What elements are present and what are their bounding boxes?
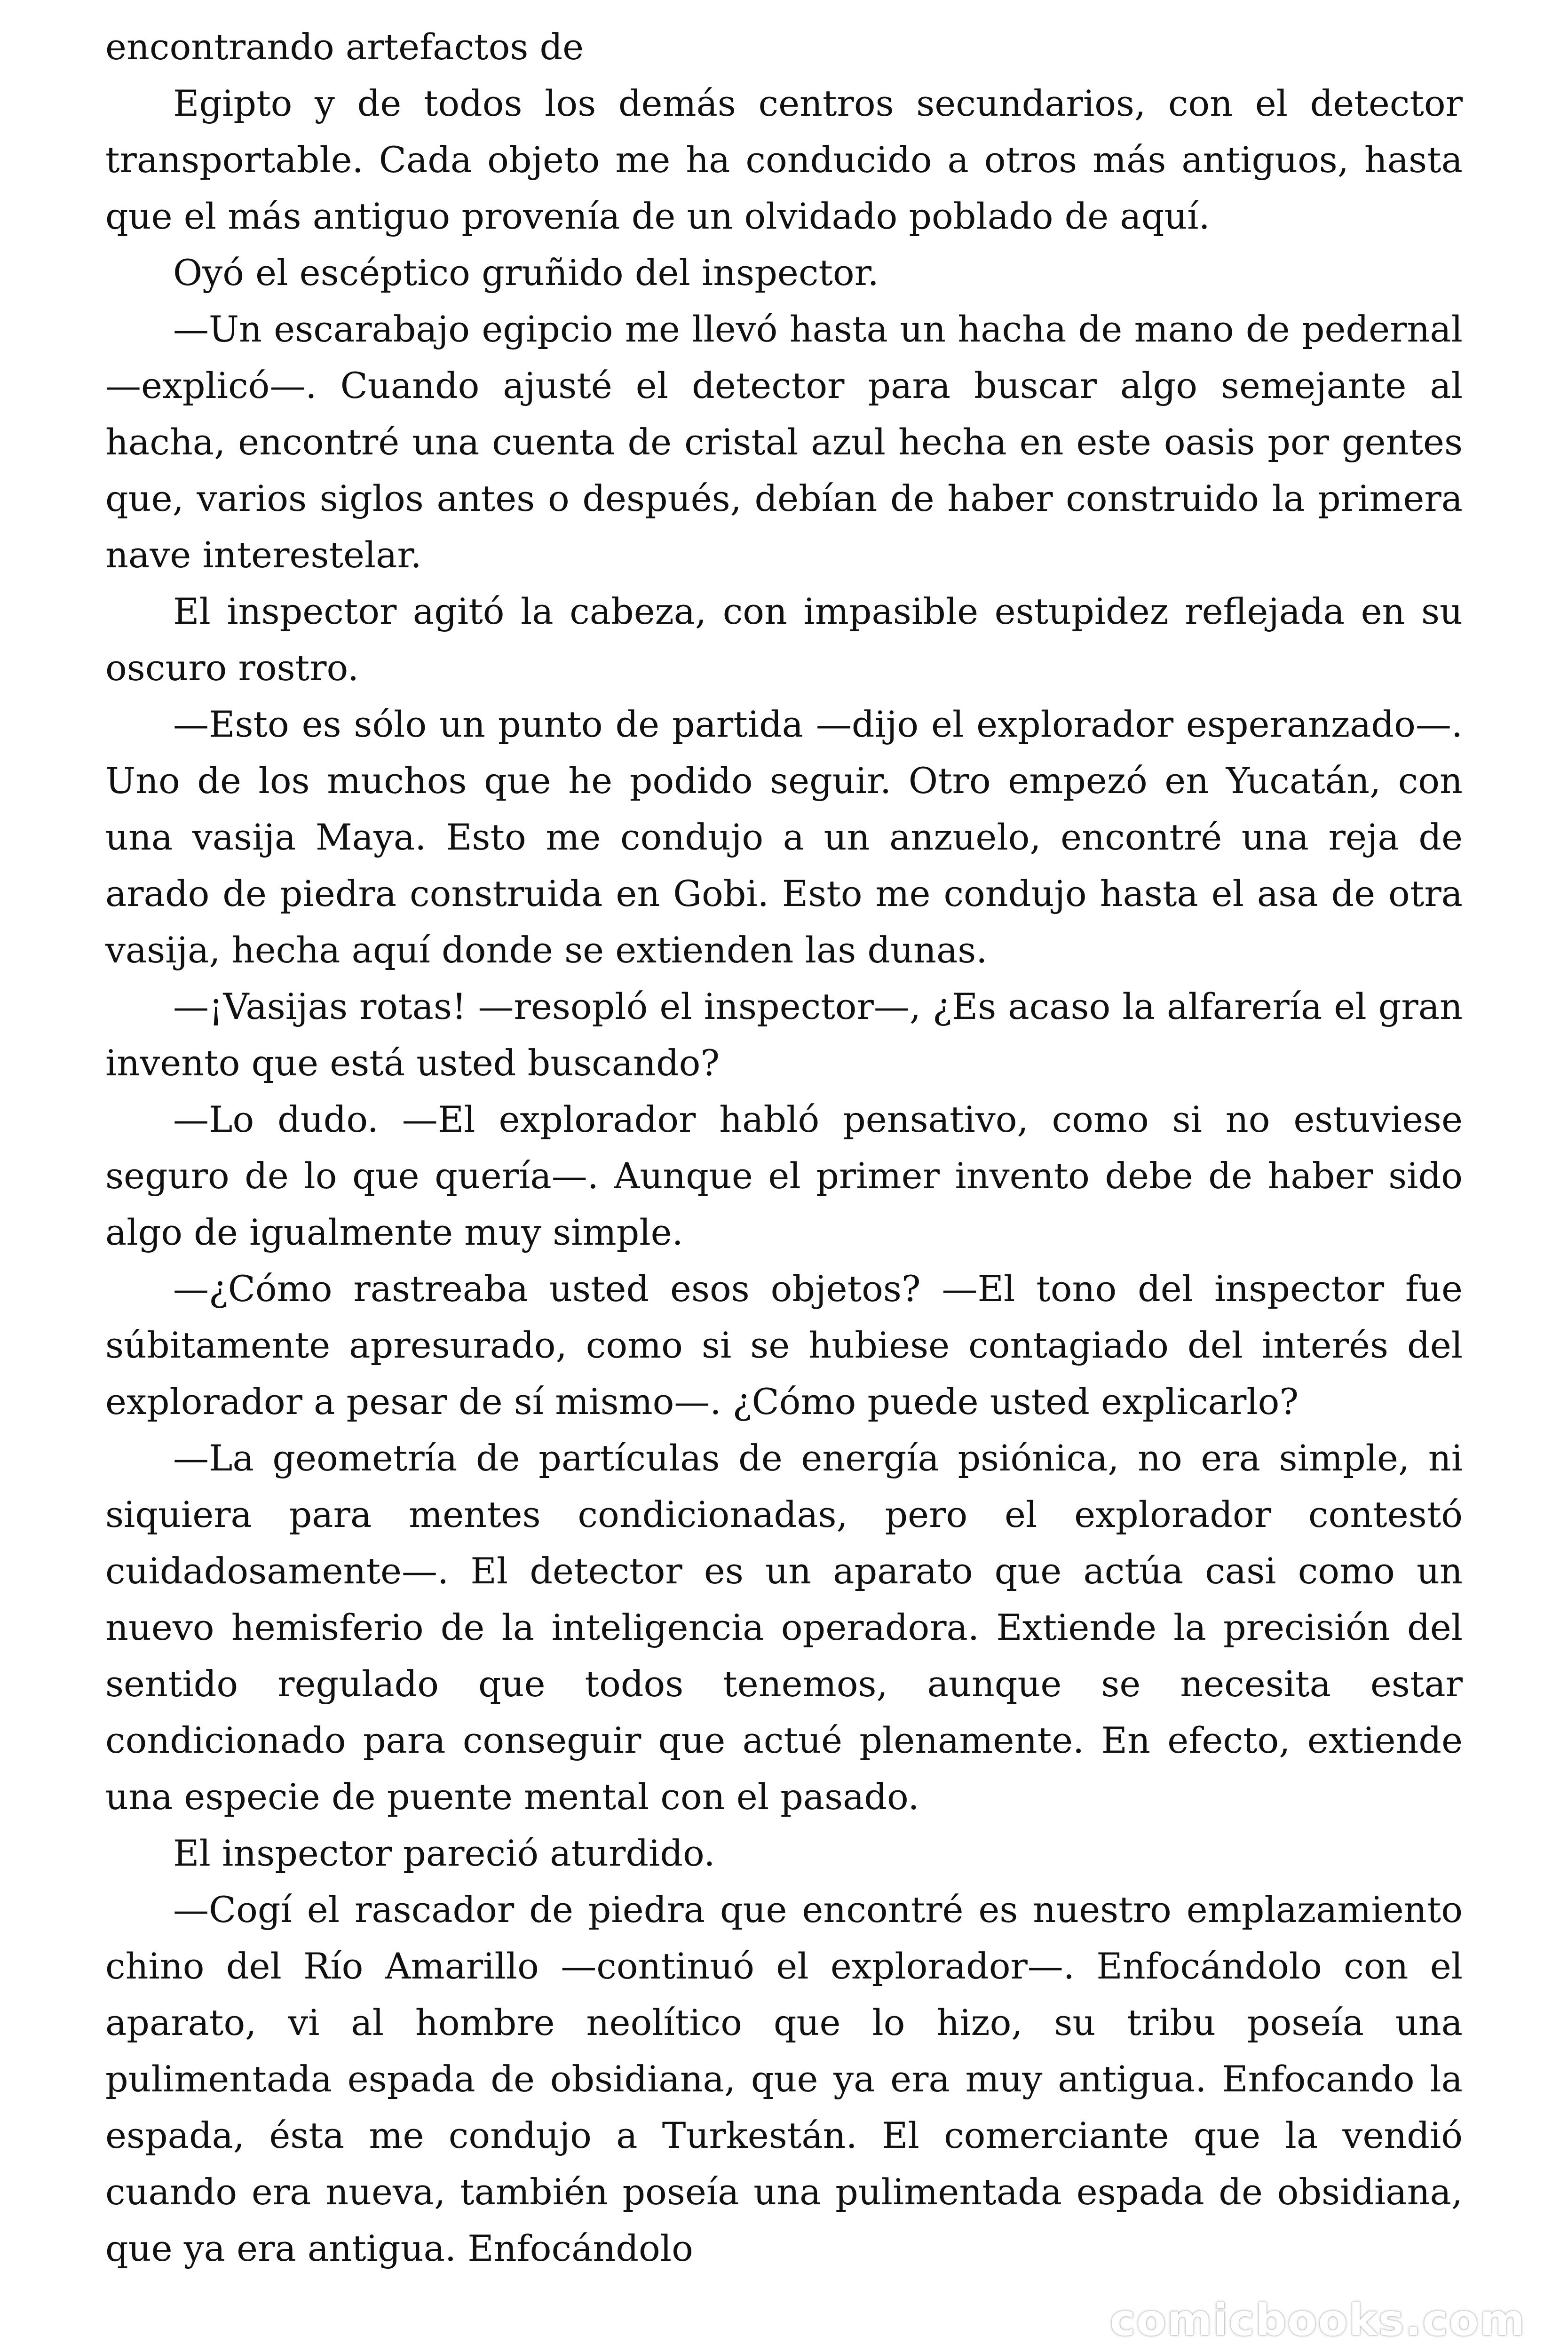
paragraph-6: —Esto es sólo un punto de partida —dijo el explorador esperanzado—. Uno de los muchos que he podido seguir. Otro empezó en Yucatán, con una vasija Maya. Esto me condujo a un anzuelo, encontré una reja de arado de piedra construida en Gobi. Esto me condujo hasta el asa de otra vasija, hecha aquí donde se extienden las dunas. bbox=[105, 703, 1463, 971]
paragraph-7: —¡Vasijas rotas! —resopló el inspector—, ¿Es acaso la alfarería el gran invento que está usted buscando? bbox=[105, 985, 1463, 1084]
paragraph-1: encontrando artefactos de bbox=[105, 26, 584, 68]
paragraph-3: Oyó el escéptico gruñido del inspector. bbox=[173, 252, 879, 294]
book-page bbox=[105, 19, 1463, 2277]
paragraph-11: El inspector pareció aturdido. bbox=[173, 1832, 715, 1874]
paragraph-8: —Lo dudo. —El explorador habló pensativo, como si no estuviese seguro de lo que quería—. Aunque el primer invento debe de haber sido algo de igualmente muy simple. bbox=[105, 1098, 1463, 1253]
paragraph-9: —¿Cómo rastreaba usted esos objetos? —El tono del inspector fue súbitamente apresurado, como si se hubiese contagiado del interés del explorador a pesar de sí mismo—. ¿Cómo puede usted explicarlo? bbox=[105, 1268, 1463, 1422]
paragraph-4: —Un escarabajo egipcio me llevó hasta un hacha de mano de pedernal —explicó—. Cuando ajusté el detector para buscar algo semejante al hacha, encontré una cuenta de cristal azul hecha en este oasis por gentes que, varios siglos antes o después, debían de haber construido la primera nave interestelar. bbox=[105, 308, 1463, 576]
paragraph-5: El inspector agitó la cabeza, con impasible estupidez reflejada en su oscuro rostro. bbox=[105, 590, 1463, 689]
watermark: comicbooks.com bbox=[1109, 2295, 1526, 2345]
paragraph-12: —Cogí el rascador de piedra que encontré es nuestro emplazamiento chino del Río Amarillo —continuó el explorador—. Enfocándolo con el aparato, vi al hombre neolítico que lo hizo, su tribu poseía una pulimentada espada de obsidiana, que ya era muy antigua. Enfocando la espada, ésta me condujo a Turkestán. El comerciante que la vendió cuando era nueva, también poseía una pulimentada espada de obsidiana, que ya era antigua. Enfocándolo bbox=[105, 1889, 1463, 2269]
paragraph-10: —La geometría de partículas de energía psiónica, no era simple, ni siquiera para mentes condicionadas, pero el explorador contestó cuidadosamente—. El detector es un aparato que actúa casi como un nuevo hemisferio de la inteligencia operadora. Extiende la precisión del sentido regulado que todos tenemos, aunque se necesita estar condicionado para conseguir que actué plenamente. En efecto, extiende una especie de puente mental con el pasado. bbox=[105, 1437, 1463, 1818]
paragraph-2: Egipto y de todos los demás centros secundarios, con el detector transportable. Cada objeto me ha conducido a otros más antiguos, hasta que el más antiguo provenía de un olvidado poblado de aquí. bbox=[105, 82, 1463, 237]
